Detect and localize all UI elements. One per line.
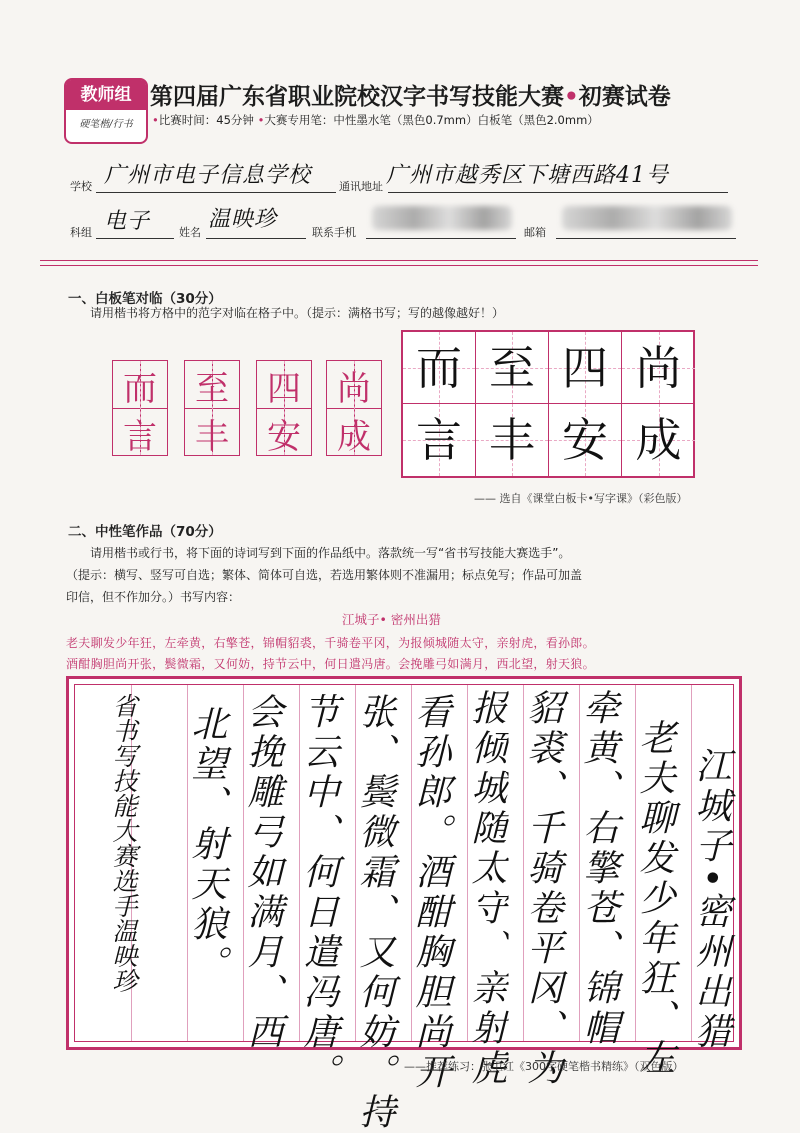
model-char-box xyxy=(256,360,312,456)
phone-label: 联系手机 xyxy=(312,226,356,239)
phone-redacted[interactable] xyxy=(372,206,512,230)
section2-title: 二、中性笔作品（70分） xyxy=(68,524,222,540)
section1-title: 一、白板笔对临（30分） xyxy=(68,291,222,307)
badge-group-label: 教师组 xyxy=(66,80,146,110)
model-char: 丰 xyxy=(195,417,229,457)
school-underline xyxy=(96,192,336,193)
work-column: 报倾城随太守、亲射虎 xyxy=(466,689,507,1089)
subject-label: 科组 xyxy=(70,226,92,239)
written-char: 言 xyxy=(416,413,462,467)
exam-info-line xyxy=(152,112,752,128)
subject-underline xyxy=(96,238,174,239)
section2-instruction-2: （提示：横写、竖写可自选；繁体、简体可自选，若选用繁体则不准漏用；标点免写；作品可加盖 xyxy=(66,568,583,582)
bullet-icon: • xyxy=(257,113,265,127)
address-underline xyxy=(388,192,728,193)
title-dot: • xyxy=(564,84,579,110)
poem-line: 老夫聊发少年狂，左牵黄，右擎苍，锦帽貂裘，千骑卷平冈，为报倾城随太守，亲射虎，看孙郎。 xyxy=(66,636,595,650)
address-label: 通讯地址 xyxy=(339,180,383,193)
poem-title: 江城子• 密州出猎 xyxy=(342,612,441,627)
written-char: 安 xyxy=(562,413,608,467)
grid-cell[interactable] xyxy=(622,404,695,476)
model-char: 而 xyxy=(123,369,157,409)
grid-cell[interactable] xyxy=(549,404,622,476)
written-char: 尚 xyxy=(635,341,682,395)
work-column: 老夫聊发少年狂、左 xyxy=(634,719,675,1079)
grid-cell[interactable] xyxy=(403,332,476,404)
section2-instruction-1: 请用楷书或行书，将下面的诗词写到下面的作品纸中。落款统一写“省书写技能大赛选手”。 xyxy=(90,546,571,560)
header-divider-thin xyxy=(40,265,758,266)
email-label: 邮箱 xyxy=(524,226,546,239)
work-column: 会挽雕弓如满月、西 xyxy=(242,693,283,1053)
written-char: 至 xyxy=(489,341,535,395)
grid-cell[interactable] xyxy=(403,404,476,476)
work-column: 张、鬓微霜、又何妨。持 xyxy=(354,693,395,1133)
work-column: 江城子•密州出猎 xyxy=(690,747,731,1053)
model-char-box xyxy=(112,360,168,456)
model-char: 言 xyxy=(123,417,157,457)
grid-cell[interactable] xyxy=(476,332,549,404)
model-char: 尚 xyxy=(337,369,371,409)
group-badge xyxy=(64,78,148,144)
exam-time: 比赛时间：45分钟 xyxy=(158,113,254,127)
model-char-box xyxy=(326,360,382,456)
work-column: 北望、射天狼。 xyxy=(186,705,227,985)
name-field[interactable]: 温映珍 xyxy=(208,207,278,232)
name-underline xyxy=(206,238,306,239)
work-column: 牵黄、右擎苍、锦帽 xyxy=(578,689,619,1049)
email-redacted[interactable] xyxy=(562,206,732,230)
signature-column: 省书写技能大赛选手温映珍 xyxy=(109,693,138,993)
header-divider xyxy=(40,260,758,261)
copy-grid[interactable] xyxy=(401,330,695,478)
written-char: 成 xyxy=(635,413,682,467)
source-note: —— 选自《课堂白板卡•写字课》（彩色版） xyxy=(474,492,688,505)
work-column: 貂裘、千骑卷平冈、为 xyxy=(522,689,563,1089)
school-label: 学校 xyxy=(70,180,92,193)
model-char: 至 xyxy=(195,369,229,409)
section2-instruction-3: 印信，但不作加分。）书写内容： xyxy=(66,590,241,604)
school-field[interactable]: 广州市电子信息学校 xyxy=(104,163,312,188)
phone-underline xyxy=(366,238,516,239)
page-title xyxy=(150,78,750,111)
poem-line: 酒酣胸胆尚开张，鬓微霜，又何妨，持节云中，何日遣冯唐。会挽雕弓如满月，西北望，射天狼。 xyxy=(66,657,595,671)
section1-instruction: 请用楷书将方格中的范字对临在格子中。（提示：满格书写；写的越像越好！） xyxy=(90,306,505,320)
title-tail: 初赛试卷 xyxy=(578,84,671,110)
bullet-icon: • xyxy=(152,113,159,127)
written-char: 丰 xyxy=(489,413,535,467)
model-char: 安 xyxy=(267,417,301,457)
address-field[interactable]: 广州市越秀区下塘西路41号 xyxy=(386,163,669,188)
grid-cell[interactable] xyxy=(476,404,549,476)
email-underline xyxy=(556,238,736,239)
work-column: 看孙郎。酒酣胸胆尚开 xyxy=(410,693,451,1093)
title-main: 第四届广东省职业院校汉字书写技能大赛 xyxy=(150,84,564,110)
grid-cell[interactable] xyxy=(549,332,622,404)
written-char: 而 xyxy=(416,341,462,395)
subject-field[interactable]: 电子 xyxy=(104,209,151,234)
model-char-box xyxy=(184,360,240,456)
grid-cell[interactable] xyxy=(622,332,695,404)
badge-style-label: 硬笔楷/行书 xyxy=(79,119,133,130)
name-label: 姓名 xyxy=(179,226,201,239)
model-char: 四 xyxy=(267,369,301,409)
model-char: 成 xyxy=(337,417,371,457)
recommend-note: ——推荐练习：张卫红《300字硬笔楷书精练》（双色版） xyxy=(404,1060,684,1073)
exam-pens: 大赛专用笔：中性墨水笔（黑色0.7mm）白板笔（黑色2.0mm） xyxy=(264,113,599,127)
written-char: 四 xyxy=(562,341,608,395)
work-column: 节云中、何日遣冯唐。 xyxy=(298,693,339,1093)
